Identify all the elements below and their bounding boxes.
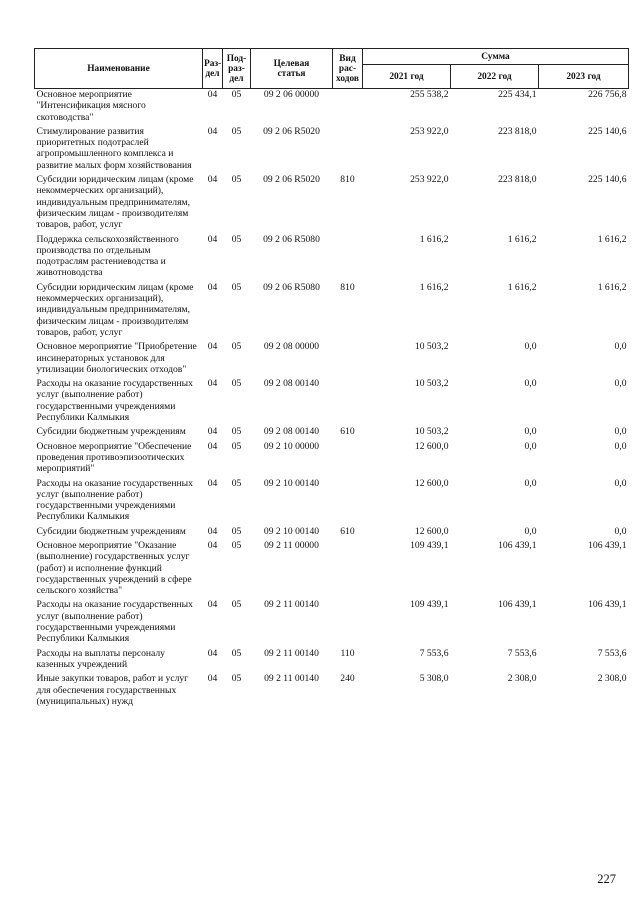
table-row [35,378,629,426]
row-podrazdel: 05 [231,281,242,293]
row-sum-2022: 106 439,1 [498,539,537,551]
row-sum-2022: 223 818,0 [498,174,537,186]
table-row [35,282,629,341]
row-podrazdel: 05 [231,647,242,659]
header-year-2023: 2023 год [539,65,629,89]
row-podrazdel: 05 [231,525,242,537]
row-name: Поддержка сельскохозяйственного производства по отдельным подотраслям растениеводства и животноводства [36,233,179,279]
row-vid [333,341,363,378]
row-name: Субсидии бюджетным учреждениям [36,525,186,537]
row-podrazdel: 05 [231,341,242,353]
row-sum-2023: 0,0 [614,378,627,390]
row-podrazdel: 05 [231,378,242,390]
row-razdel: 04 [207,647,218,659]
row-name: Основное мероприятие "Интенсификация мясного скотоводства" [36,89,146,123]
row-vid: 810 [340,281,355,293]
row-name: Субсидии юридическим лицам (кроме некоммерческих организаций), индивидуальным предпринимателям, физическим лицам - производителям товаров, работ, услуг [36,281,194,338]
row-sum-2021: 1 616,2 [419,233,449,245]
row-razdel: 04 [207,281,218,293]
row-target: 09 2 11 00140 [264,647,319,659]
row-podrazdel: 05 [231,440,242,452]
header-year-2022: 2022 год [451,65,539,89]
row-podrazdel: 05 [231,673,242,685]
table-row [35,599,629,647]
header-target [251,49,333,89]
header-name: Наименование [35,49,203,89]
row-sum-2021: 12 600,0 [414,525,449,537]
row-name: Иные закупки товаров, работ и услуг для обеспечения государственных (муниципальных) нужд [36,673,189,707]
table-row [35,126,629,174]
row-name: Субсидии юридическим лицам (кроме некоммерческих организаций), индивидуальным предпринимателям, физическим лицам - производителям товаров, работ, услуг [36,174,194,231]
row-name: Субсидии бюджетным учреждениям [36,426,186,438]
row-target: 09 2 10 00000 [263,440,320,452]
row-sum-2022: 0,0 [524,341,537,353]
row-sum-2023: 106 439,1 [588,599,627,611]
table-row [35,478,629,526]
table-row [35,540,629,599]
row-vid: 810 [340,174,355,186]
row-sum-2021: 255 538,2 [410,89,449,100]
row-sum-2023: 0,0 [614,426,627,438]
row-vid: 610 [340,525,355,537]
table-row [35,341,629,378]
row-target: 09 2 11 00000 [264,539,319,551]
row-name: Расходы на оказание государственных услуг (выполнение работ) государственными учреждениями Республики Калмыкия [36,477,193,523]
row-sum-2021: 12 600,0 [414,440,449,452]
row-sum-2022: 0,0 [524,477,537,489]
row-sum-2022: 1 616,2 [507,233,537,245]
row-target: 09 2 10 00140 [263,525,320,537]
header-summa: Сумма [363,49,629,65]
header-podrazdel [223,49,251,89]
header-vid-text: Вид рас- ходов [335,53,359,84]
row-razdel: 04 [207,477,218,489]
row-sum-2023: 0,0 [614,477,627,489]
row-sum-2021: 10 503,2 [414,341,449,353]
row-sum-2022: 106 439,1 [498,599,537,611]
table-row [35,89,629,126]
row-razdel: 04 [207,426,218,438]
row-sum-2022: 223 818,0 [498,125,537,137]
row-sum-2022: 0,0 [524,426,537,438]
row-podrazdel: 05 [231,233,242,245]
row-sum-2023: 0,0 [614,525,627,537]
row-sum-2023: 0,0 [614,341,627,353]
row-vid [333,378,363,426]
row-target: 09 2 11 00140 [264,673,319,685]
row-target: 09 2 08 00140 [263,426,320,438]
row-vid: 240 [340,673,355,685]
header-podrazdel-text: Под- раз- дел [226,53,247,84]
row-podrazdel: 05 [231,125,242,137]
row-podrazdel: 05 [231,174,242,186]
table-row [35,426,629,440]
row-vid [333,441,363,478]
row-target: 09 2 08 00000 [263,341,320,353]
row-sum-2023: 226 756,8 [588,89,627,100]
row-podrazdel: 05 [231,539,242,551]
header-vid [333,49,363,89]
row-sum-2023: 0,0 [614,440,627,452]
row-sum-2023: 225 140,6 [588,174,627,186]
row-target: 09 2 11 00140 [264,599,319,611]
row-podrazdel: 05 [231,477,242,489]
row-sum-2021: 10 503,2 [414,426,449,438]
row-target: 09 2 10 00140 [263,477,320,489]
row-sum-2021: 253 922,0 [410,125,449,137]
row-sum-2023: 2 308,0 [597,673,627,685]
row-name: Стимулирование развития приоритетных подотраслей агропромышленного комплекса и развитие малых форм хозяйствования [36,125,192,171]
row-sum-2021: 10 503,2 [414,378,449,390]
row-razdel: 04 [207,539,218,551]
row-podrazdel: 05 [231,89,242,100]
row-vid [333,234,363,282]
row-vid: 110 [340,647,355,659]
row-name: Основное мероприятие "Оказание (выполнение) государственных услуг (работ) и исполнение функций государственных учреждений в сфере сельского хозяйства" [36,539,192,597]
row-name: Расходы на оказание государственных услуг (выполнение работ) государственными учреждениями Республики Калмыкия [36,599,193,645]
row-razdel: 04 [207,125,218,137]
row-vid [333,599,363,647]
row-razdel: 04 [207,440,218,452]
table-header [35,49,629,89]
row-sum-2022: 2 308,0 [507,673,537,685]
row-name: Расходы на выплаты персоналу казенных учреждений [36,647,165,670]
row-sum-2023: 1 616,2 [597,281,627,293]
row-sum-2023: 1 616,2 [597,233,627,245]
row-razdel: 04 [207,599,218,611]
row-sum-2021: 109 439,1 [410,599,449,611]
table-row [35,234,629,282]
row-sum-2021: 109 439,1 [410,539,449,551]
row-sum-2022: 7 553,6 [507,647,537,659]
row-sum-2022: 0,0 [524,378,537,390]
row-vid [333,540,363,599]
row-name: Основное мероприятие "Обеспечение проведения противоэпизоотических мероприятий" [36,440,192,475]
table-row [35,673,629,710]
row-podrazdel: 05 [231,426,242,438]
row-target: 09 2 06 R5020 [263,174,320,186]
row-target: 09 2 06 R5080 [263,233,320,245]
row-sum-2022: 225 434,1 [498,89,537,100]
row-sum-2021: 1 616,2 [419,281,449,293]
row-sum-2021: 7 553,6 [419,647,449,659]
row-sum-2021: 253 922,0 [410,174,449,186]
row-sum-2022: 1 616,2 [507,281,537,293]
table-row [35,441,629,478]
row-vid [333,89,363,126]
row-razdel: 04 [207,525,218,537]
row-sum-2021: 12 600,0 [414,477,449,489]
row-sum-2022: 0,0 [524,525,537,537]
row-sum-2022: 0,0 [524,440,537,452]
table-body [35,89,629,711]
row-sum-2021: 5 308,0 [419,673,449,685]
row-razdel: 04 [207,174,218,186]
row-vid: 610 [340,426,355,438]
table-row [35,526,629,540]
header-razdel-text: Раз- дел [204,58,222,79]
row-target: 09 2 06 00000 [263,89,320,100]
budget-table [34,48,629,710]
header-razdel [203,49,223,89]
page-number: 227 [597,872,616,886]
row-vid [333,126,363,174]
row-razdel: 04 [207,341,218,353]
header-target-text: Целевая статья [273,58,310,79]
row-name: Расходы на оказание государственных услуг (выполнение работ) государственными учреждениями Республики Калмыкия [36,378,193,424]
header-year-2021: 2021 год [363,65,451,89]
table-row [35,648,629,674]
row-razdel: 04 [207,378,218,390]
row-razdel: 04 [207,89,218,100]
row-vid [333,478,363,526]
row-name: Основное мероприятие "Приобретение инсинераторных установок для утилизации биологических отходов" [36,341,197,375]
row-sum-2023: 106 439,1 [588,539,627,551]
row-podrazdel: 05 [231,599,242,611]
row-target: 09 2 06 R5020 [263,125,320,137]
row-sum-2023: 7 553,6 [597,647,627,659]
row-target: 09 2 08 00140 [263,378,320,390]
row-razdel: 04 [207,233,218,245]
row-sum-2023: 225 140,6 [588,125,627,137]
row-razdel: 04 [207,673,218,685]
table-row [35,174,629,233]
row-target: 09 2 06 R5080 [263,281,320,293]
